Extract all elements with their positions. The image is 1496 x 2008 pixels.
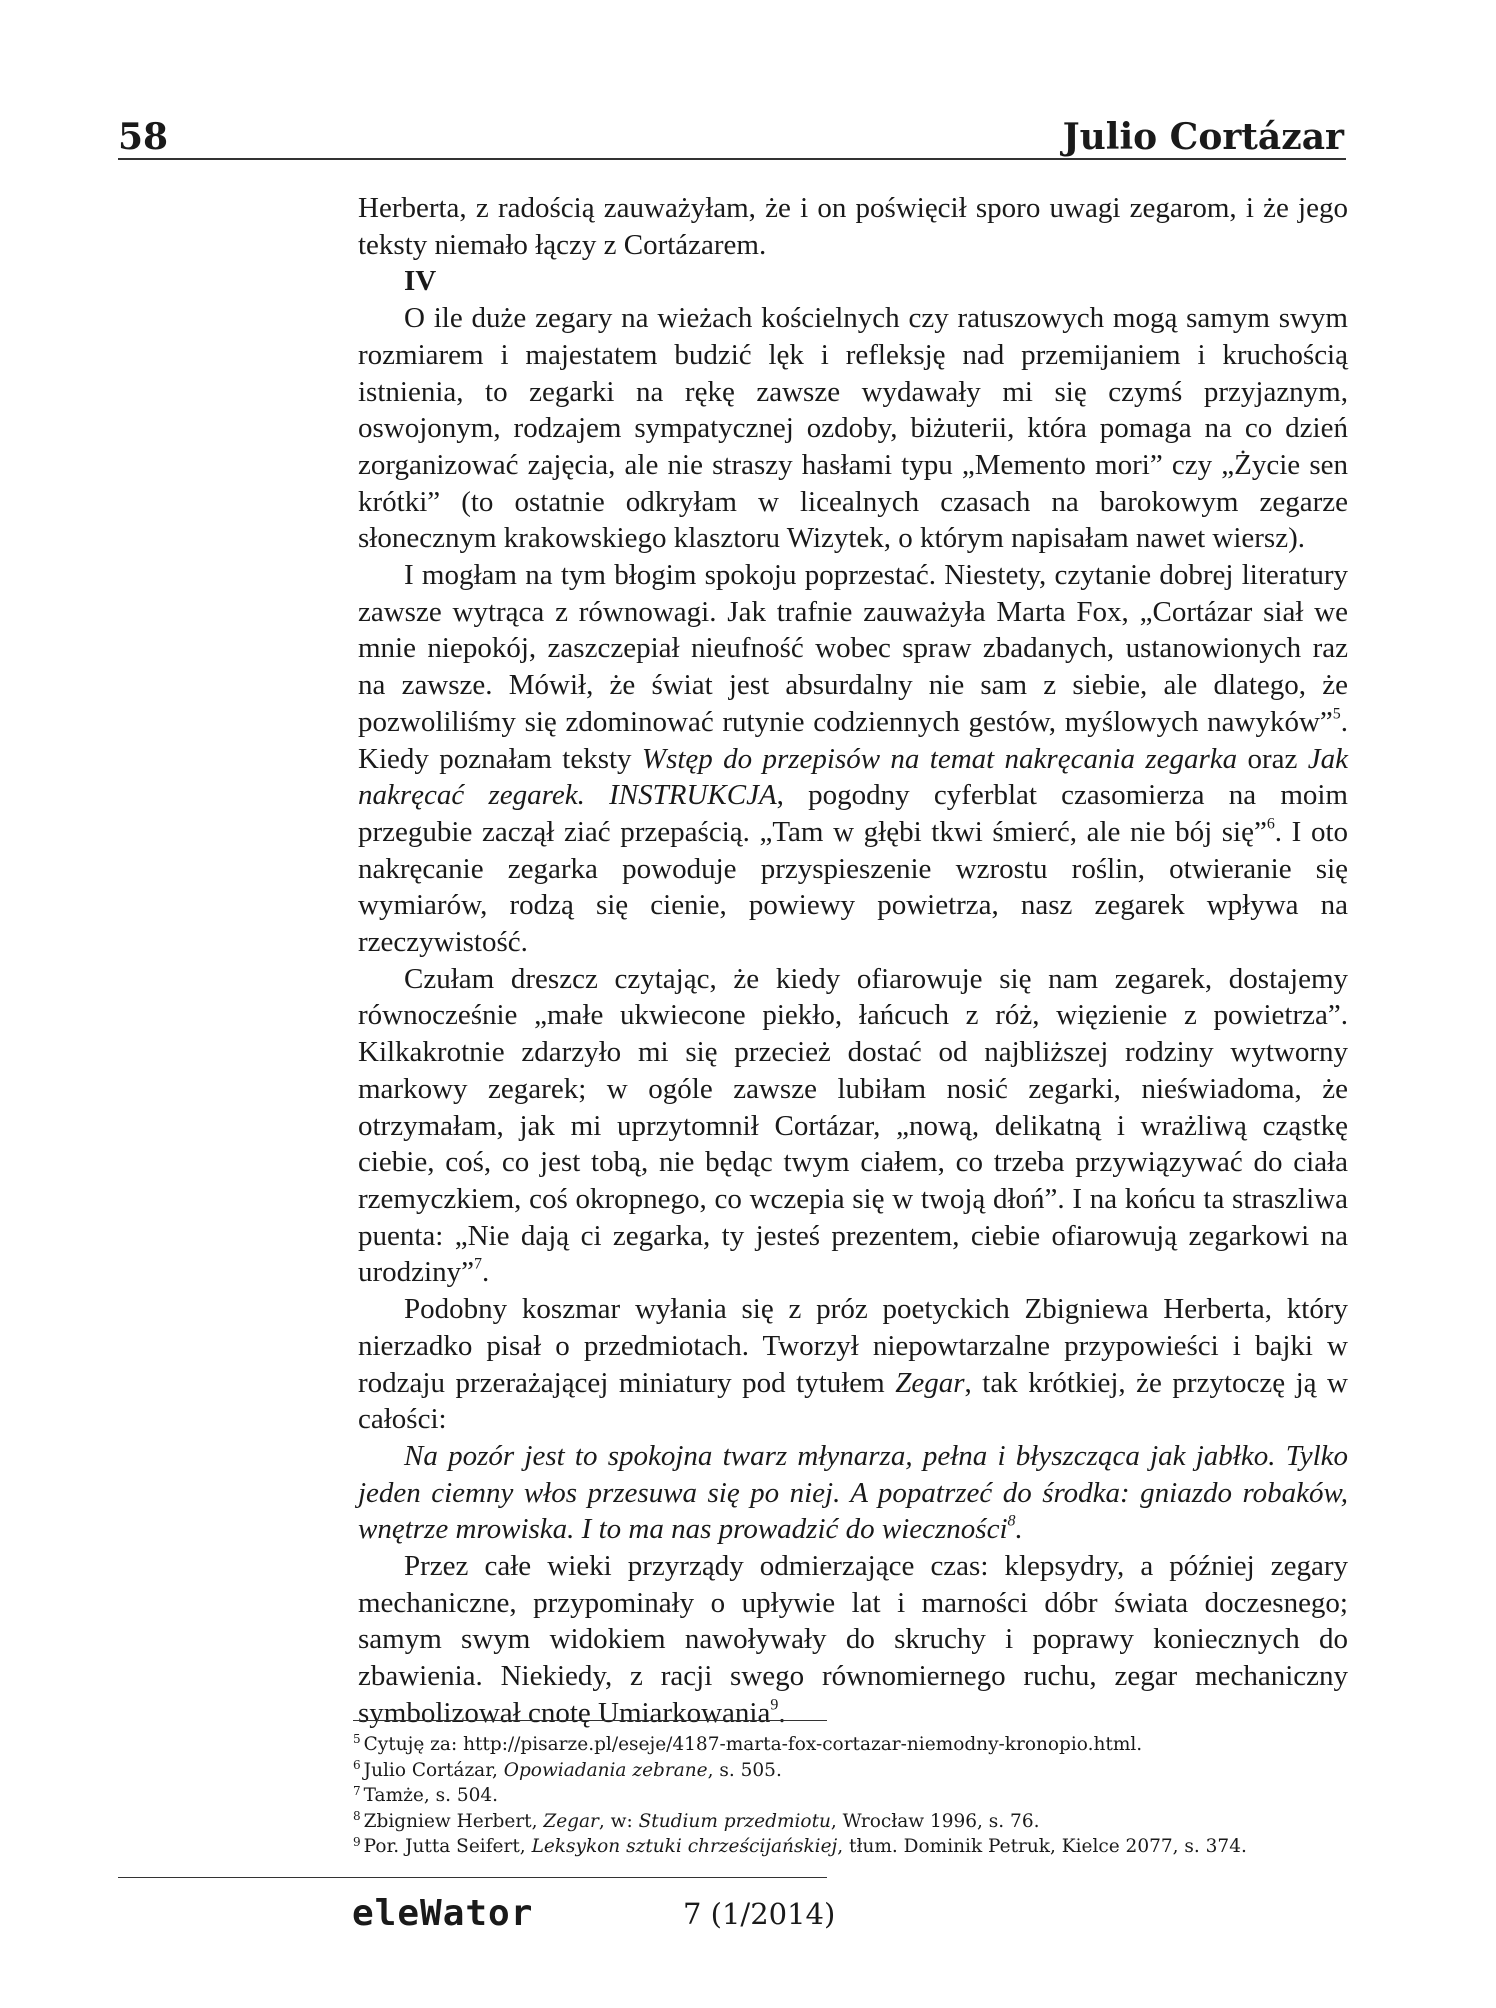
paragraph: [358, 1548, 1348, 1732]
work-title: Wstęp do przepisów na temat nakręcania zegarka: [641, 742, 1238, 775]
text-run: Przez całe wieki przyrządy odmierzające czas: klepsydry, a później zegary mechaniczne, przypominały o upływie lat i marności dóbr świata doczesnego; samym swym widokiem nawoływały do skruchy i poprawy koniecznych do zbawienia. Niekiedy, z racji swego równomiernego ruchu, zegar mechaniczny symbolizował cnotę Umiarkowania: [358, 1550, 1348, 1729]
footnote-ref: 9: [770, 1696, 779, 1714]
text-run: .: [1015, 1513, 1023, 1546]
page-number: 58: [118, 116, 169, 158]
footnote-text: , Wrocław 1996, s. 76.: [830, 1810, 1040, 1832]
footnote-number: 6: [353, 1757, 361, 1772]
footnote-text: , s. 505.: [707, 1759, 782, 1781]
paragraph: [358, 557, 1348, 961]
paragraph: [358, 1291, 1348, 1438]
footnote-number: 7: [353, 1783, 361, 1798]
footnotes: [353, 1732, 1353, 1860]
footnote: [353, 1834, 1353, 1860]
text-run: . I oto nakręcanie zegarka powoduje przyspieszenie wzrostu roślin, otwieranie się wymiarów, rodzą się cienie, powiewy powietrza, nasz zegarek wpływa na rzeczywistość.: [358, 815, 1348, 959]
footnote-title: Leksykon sztuki chrześcijańskiej: [531, 1836, 838, 1858]
footnote-ref: 6: [1266, 815, 1275, 833]
footnote: [353, 1758, 1353, 1784]
text-run: oraz: [1237, 742, 1308, 775]
footnote-text: Zbigniew Herbert,: [363, 1810, 544, 1832]
text-run: . Kiedy poznałam teksty: [358, 705, 1348, 775]
footnote-text: Tamże, s. 504.: [363, 1785, 499, 1807]
footnote-title: Studium przedmiotu: [638, 1810, 831, 1832]
header-rule: [118, 158, 1346, 160]
text-run: I mogłam na tym błogim spokoju poprzestać. Niestety, czytanie dobrej literatury zawsze wytrąca z równowagi. Jak trafnie zauważyła Marta Fox, „Cortázar siał we mnie niepokój, zaszczepiał nieufność wobec spraw zbadanych, ustanowionych raz na zawsze. Mówił, że świat jest absurdalny nie sam z siebie, ale dlatego, że pozwoliliśmy się zdominować rutynie codziennych gestów, myślowych nawyków”: [358, 559, 1348, 738]
text-run: .: [778, 1696, 786, 1729]
text-run: .: [481, 1256, 490, 1289]
paragraph: Herberta, z radością zauważyłam, że i on poświęcił sporo uwagi zegarom, i że jego teksty niemało łączy z Cortázarem.: [358, 192, 1348, 261]
section-heading: IV: [404, 265, 437, 298]
footnote: [353, 1783, 1353, 1809]
footnote-ref: 8: [1007, 1512, 1016, 1530]
text-run: Podobny koszmar wyłania się z próz poetyckich Zbigniewa Herberta, który nierzadko pisał o przedmiotach. Tworzył niepowtarzalne przypowieści i bajki w rodzaju przerażającej miniatury pod tytułem: [358, 1293, 1348, 1399]
running-head: Julio Cortázar: [1062, 116, 1344, 158]
footnote: [353, 1809, 1353, 1835]
footnote-rule: [353, 1720, 827, 1721]
footnote-ref: 7: [473, 1255, 482, 1273]
work-title: Jak nakręcać zegarek. INSTRUKCJA: [358, 742, 1349, 812]
block-quote: [358, 1438, 1348, 1548]
paragraph: [358, 961, 1348, 1291]
journal-logo: eleWator: [352, 1893, 534, 1934]
paragraph: O ile duże zegary na wieżach kościelnych czy ratuszowych mogą samym swym rozmiarem i majestatem budzić lęk i refleksję nad przemijaniem i kruchością istnienia, to zegarki na rękę zawsze wydawały mi się czymś przyjaznym, oswojonym, rodzajem sympatycznej ozdoby, biżuterii, która pomaga na co dzień zorganizować zajęcia, ale nie straszy hasłami typu „Memento mori” czy „Życie sen krótki” (to ostatnie odkryłam w licealnych czasach na barokowym zegarze słonecznym krakowskiego klasztoru Wizytek, o którym napisałam nawet wiersz).: [358, 302, 1348, 555]
footnote-number: 5: [353, 1732, 361, 1747]
footnote-number: 8: [353, 1809, 361, 1824]
body-text: [358, 190, 1348, 1732]
text-run: , pogodny cyferblat czasomierza na moim przegubie zaczął ziać przepaścią. „Tam w głębi tkwi śmierć, ale nie bój się”: [358, 779, 1348, 848]
footer-rule: [118, 1877, 827, 1878]
work-title: Zegar: [895, 1366, 965, 1399]
footnote-number: 9: [353, 1834, 361, 1849]
footnote-text: Julio Cortázar,: [363, 1759, 504, 1781]
footnote-text: , w:: [598, 1810, 639, 1832]
footnote-title: Opowiadania zebrane: [503, 1759, 708, 1781]
footnote-title: Zegar: [543, 1810, 599, 1832]
text-run: Czułam dreszcz czytając, że kiedy ofiarowuje się nam zegarek, dostajemy równocześnie „małe ukwiecone piekło, łańcuch z róż, więzienie z powietrza”. Kilkakrotnie zdarzyło mi się przecież dostać od najbliższej rodziny wytworny markowy zegarek; w ogóle zawsze lubiłam nosić zegarki, nieświadoma, że otrzymałam, jak mi uprzytomnił Cortázar, „nową, delikatną i wrażliwą cząstkę ciebie, coś, co jest tobą, nie będąc twym ciałem, co trzeba przywiązywać do ciała rzemyczkiem, coś okropnego, co wczepia się w twoją dłoń”. I na końcu ta straszliwa puenta: „Nie dają ci zegarka, ty jesteś prezentem, ciebie ofiarowują zegarkowi na urodziny”: [358, 962, 1348, 1289]
footnote: [353, 1732, 1353, 1758]
footnote-text: Por. Jutta Seifert,: [363, 1836, 532, 1858]
text-run: , tak krótkiej, że przytoczę ją w całości:: [358, 1366, 1348, 1436]
footnote-ref: 5: [1332, 705, 1341, 723]
quote-text: Na pozór jest to spokojna twarz młynarza, pełna i błyszcząca jak jabłko. Tylko jeden ciemny włos przesuwa się po niej. A popatrzeć do środka: gniazdo robaków, wnętrze mrowiska. I to ma nas prowadzić do wieczności: [358, 1439, 1348, 1546]
footnote-text: Cytuję za: http://pisarze.pl/eseje/4187-marta-fox-cortazar-niemodny-kronopio.html.: [363, 1734, 1143, 1755]
issue-number: 7 (1/2014): [683, 1897, 836, 1931]
footnote-text: , tłum. Dominik Petruk, Kielce 2077, s. 374.: [837, 1836, 1247, 1858]
